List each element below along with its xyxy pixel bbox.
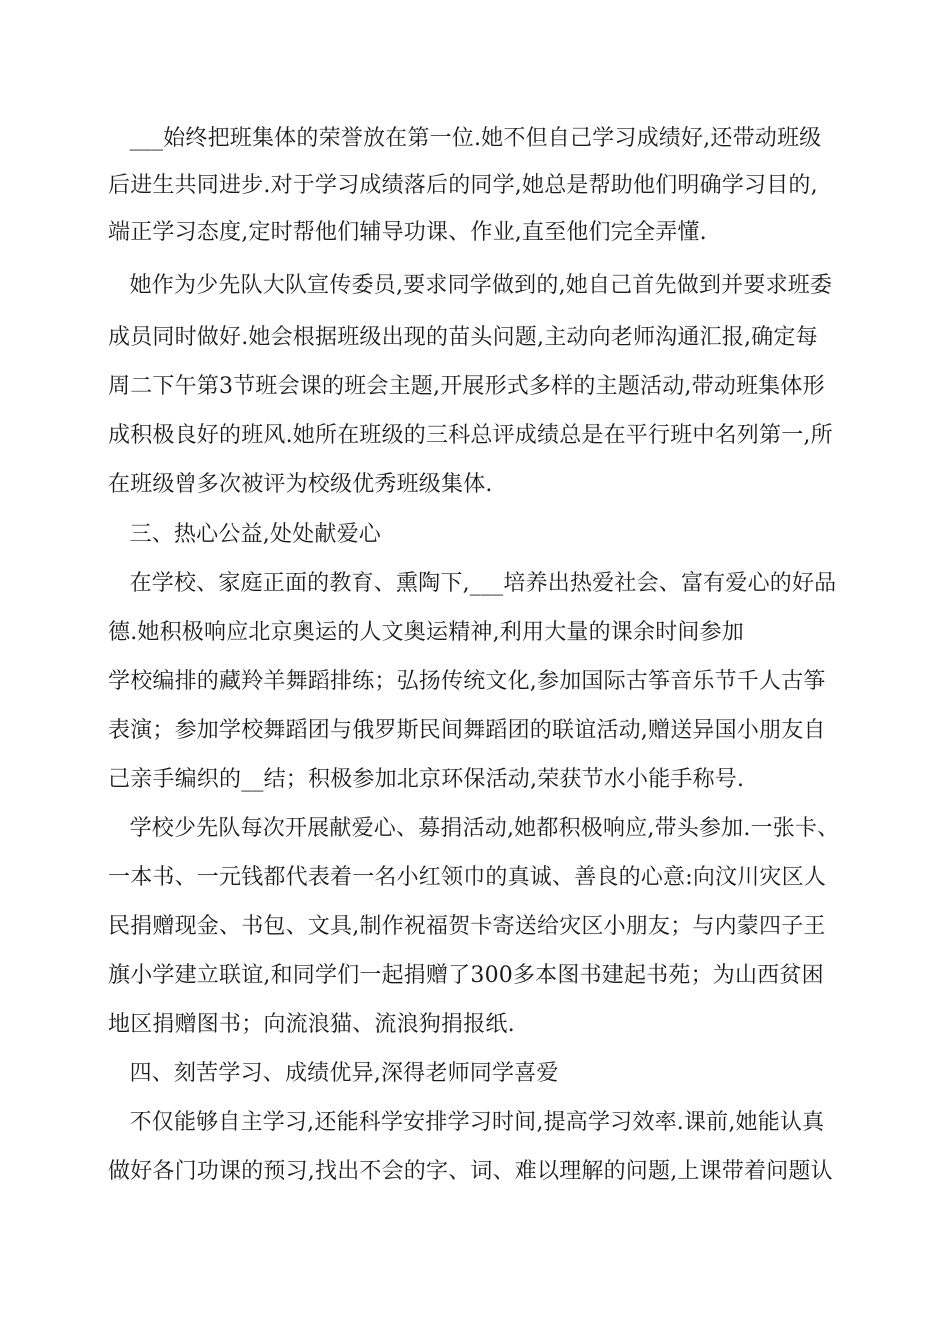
- text-line: 学校少先队每次开展献爱心、募捐活动,她都积极响应,带头参加.一张卡、: [108, 816, 840, 841]
- section-heading: 三、热心公益,处处献爱心: [108, 522, 381, 547]
- text-line: 表演；参加学校舞蹈团与俄罗斯民间舞蹈团的联谊活动,赠送异国小朋友自: [108, 718, 826, 743]
- text-line: 旗小学建立联谊,和同学们一起捐赠了300多本图书建起书苑；为山西贫困: [108, 963, 824, 988]
- text-line: 周二下午第3节班会课的班会主题,开展形式多样的主题活动,带动班集体形: [108, 374, 825, 399]
- text-line: 后进生共同进步.对于学习成绩落后的同学,她总是帮助他们明确学习目的,: [108, 173, 818, 198]
- section-heading: 四、刻苦学习、成绩优异,深得老师同学喜爱: [108, 1061, 559, 1086]
- text-line: 德.她积极响应北京奥运的人文奥运精神,利用大量的课余时间参加: [108, 620, 744, 645]
- text-line: ___始终把班集体的荣誉放在第一位.她不但自己学习成绩好,还带动班级: [108, 126, 822, 151]
- text-line: 成积极良好的班风.她所在班级的三科总评成绩总是在平行班中名列第一,所: [108, 423, 833, 448]
- text-line: 做好各门功课的预习,找出不会的字、词、难以理解的问题,上课带着问题认: [108, 1159, 833, 1184]
- text-line: 成员同时做好.她会根据班级出现的苗头问题,主动向老师沟通汇报,确定每: [108, 325, 818, 350]
- text-line: 她作为少先队大队宣传委员,要求同学做到的,她自己首先做到并要求班委: [108, 273, 833, 298]
- text-line: 在学校、家庭正面的教育、熏陶下,___培养出热爱社会、富有爱心的好品: [108, 571, 837, 596]
- text-line: 民捐赠现金、书包、文具,制作祝福贺卡寄送给灾区小朋友；与内蒙四子王: [108, 914, 826, 939]
- text-line: 一本书、一元钱都代表着一名小红领巾的真诚、善良的心意:向汶川灾区人: [108, 865, 827, 890]
- text-line: 学校编排的藏羚羊舞蹈排练；弘扬传统文化,参加国际古筝音乐节千人古筝: [108, 669, 826, 694]
- text-line: 己亲手编织的__结；积极参加北京环保活动,荣获节水小能手称号.: [108, 767, 745, 792]
- text-line: 地区捐赠图书；向流浪猫、流浪狗捐报纸.: [108, 1012, 515, 1037]
- text-line: 不仅能够自主学习,还能科学安排学习时间,提高学习效率.课前,她能认真: [108, 1110, 825, 1135]
- text-line: 端正学习态度,定时帮他们辅导功课、作业,直至他们完全弄懂.: [108, 220, 707, 245]
- text-line: 在班级曾多次被评为校级优秀班级集体.: [108, 472, 493, 497]
